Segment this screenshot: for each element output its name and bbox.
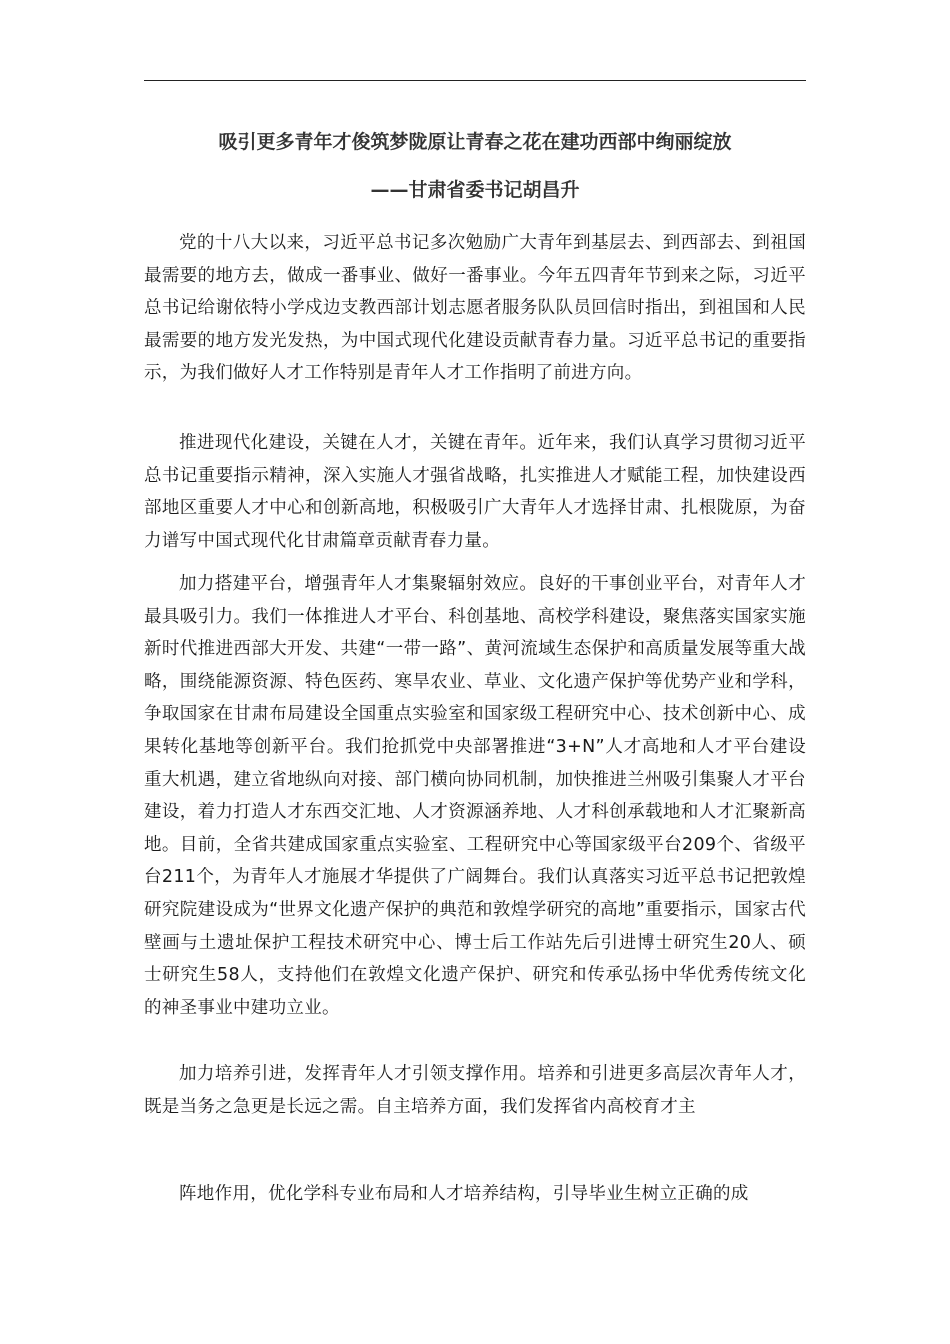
header-rule xyxy=(144,80,806,81)
paragraph: 推进现代化建设，关键在人才，关键在青年。近年来，我们认真学习贯彻习近平总书记重要指示精神，深入实施人才强省战略，扎实推进人才赋能工程，加快建设西部地区重要人才中心和创新高地，积极吸引广大青年人才选择甘肃、扎根陇原，为奋力谱写中国式现代化甘肃篇章贡献青春力量。 xyxy=(144,433,806,551)
paragraph: 党的十八大以来，习近平总书记多次勉励广大青年到基层去、到西部去、到祖国最需要的地方去，做成一番事业、做好一番事业。今年五四青年节到来之际，习近平总书记给谢依特小学戍边支教西部计划志愿者服务队队员回信时指出，到祖国和人民最需要的地方发光发热，为中国式现代化建设贡献青春力量。习近平总书记的重要指示，为我们做好人才工作特别是青年人才工作指明了前进方向。 xyxy=(144,233,806,384)
paragraph: 加力培养引进，发挥青年人才引领支撑作用。培养和引进更多高层次青年人才，既是当务之急更是长远之需。自主培养方面，我们发挥省内高校育才主 xyxy=(144,1064,806,1117)
paragraph: 阵地作用，优化学科专业布局和人才培养结构，引导毕业生树立正确的成 xyxy=(179,1184,749,1204)
article-subtitle: ——甘肃省委书记胡昌升 xyxy=(370,179,580,201)
paragraph: 加力搭建平台，增强青年人才集聚辐射效应。良好的干事创业平台，对青年人才最具吸引力。我们一体推进人才平台、科创基地、高校学科建设，聚焦落实国家实施新时代推进西部大开发、共建“一带一路”、黄河流域生态保护和高质量发展等重大战略，围绕能源资源、特色医药、寒旱农业、草业、文化遗产保护等优势产业和学科，争取国家在甘肃布局建设全国重点实验室和国家级工程研究中心、技术创新中心、成果转化基地等创新平台。我们抢抓党中央部署推进“3+N”人才高地和人才平台建设重大机遇，建立省地纵向对接、部门横向协同机制，加快推进兰州吸引集聚人才平台建设，着力打造人才东西交汇地、人才资源涵养地、人才科创承载地和人才汇聚新高地。目前，全省共建成国家重点实验室、工程研究中心等国家级平台209个、省级平台211个，为青年人才施展才华提供了广阔舞台。我们认真落实习近平总书记把敦煌研究院建设成为“世界文化遗产保护的典范和敦煌学研究的高地”重要指示，国家古代壁画与土遗址保护工程技术研究中心、博士后工作站先后引进博士研究生20人、硕士研究生58人，支持他们在敦煌文化遗产保护、研究和传承弘扬中华优秀传统文化的神圣事业中建功立业。 xyxy=(144,574,806,1018)
article-title: 吸引更多青年才俊筑梦陇原让青春之花在建功西部中绚丽绽放 xyxy=(218,131,732,153)
